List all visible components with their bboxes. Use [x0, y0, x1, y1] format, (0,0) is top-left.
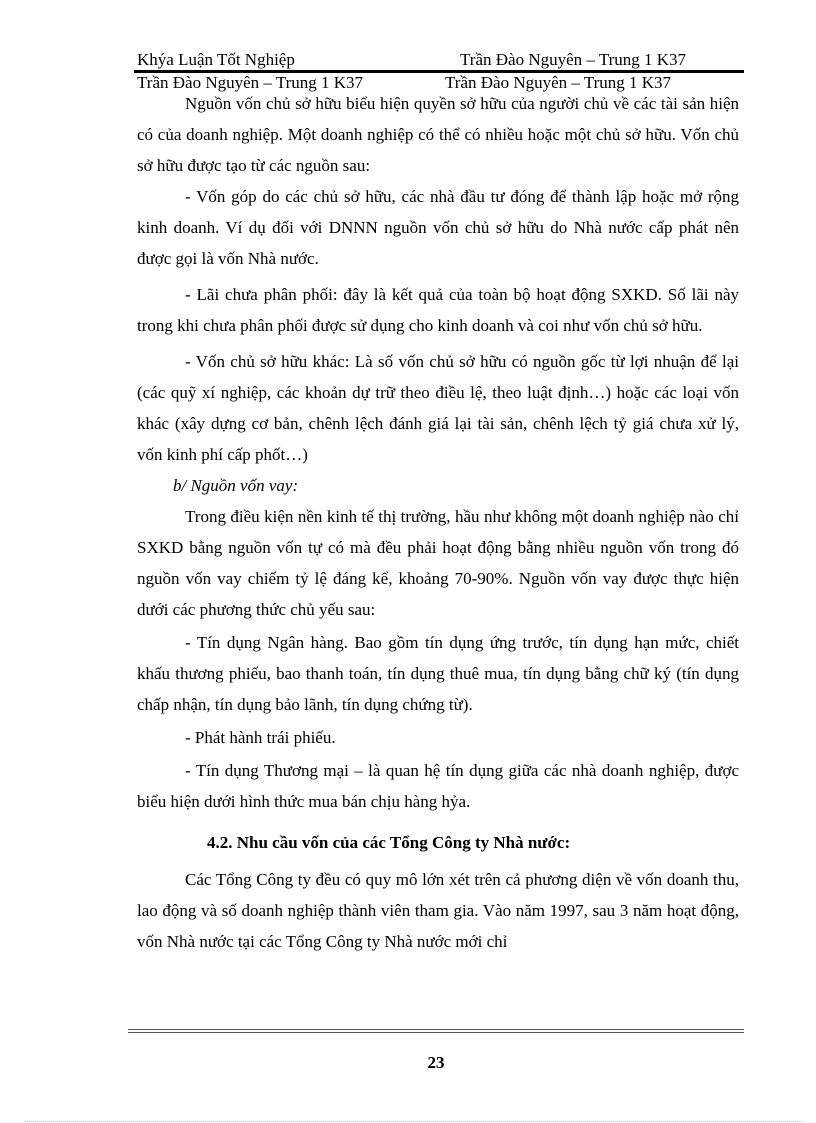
header-title-left: Khýa Luận Tốt Nghiệp [137, 50, 295, 69]
paragraph-other-equity: - Vốn chủ sở hữu khác: Là số vốn chủ sở hữu có nguồn gốc từ lợi nhuận để lại (các quỹ xí nghiệp, các khoản dự trữ theo điều lệ, theo luật định…) hoặc các loại vốn khác (xây dựng cơ bản, chênh lệch đánh giá lại tài sản, chênh lệch tỷ giá chưa xử lý, vốn kinh phí cấp phốt…) [137, 352, 739, 464]
footer-rule-top [128, 1029, 744, 1030]
paragraph-bank-credit: - Tín dụng Ngân hàng. Bao gồm tín dụng ứng trước, tín dụng hạn mức, chiết khấu thương phiếu, bao thanh toán, tín dụng thuê mua, tín dụng bằng chữ ký (tín dụng chấp nhận, tín dụng bảo lãnh, tín dụng chứng từ). [137, 633, 739, 714]
paragraph-trade-credit: - Tín dụng Thương mại – là quan hệ tín dụng giữa các nhà doanh nghiệp, được biểu hiện dưới hình thức mua bán chịu hàng hỷa. [137, 761, 739, 811]
footer-rule-bottom [128, 1032, 744, 1033]
page-bottom-dotted-border [24, 1121, 804, 1122]
subheading-borrowed-capital: b/ Nguồn vốn vay: [173, 476, 299, 495]
page-number: 23 [427, 1053, 445, 1072]
section-heading-capital-needs: 4.2. Nhu cầu vốn của các Tổng Công ty Nhà nước: [207, 833, 571, 852]
header-author-right: Trần Đào Nguyên – Trung 1 K37 [460, 50, 687, 69]
header-author-line-left: Trần Đào Nguyên – Trung 1 K37 [137, 73, 364, 92]
paragraph-retained-earnings: - Lãi chưa phân phối: đây là kết quả của toàn bộ hoạt động SXKD. Số lãi này trong khi chưa phân phối được sử dụng cho kinh doanh và coi như vốn chủ sở hữu. [137, 285, 739, 335]
document-body [137, 88, 739, 957]
paragraph-contributed-capital: - Vốn góp do các chủ sở hữu, các nhà đầu tư đóng để thành lập hoặc mở rộng kinh doanh. Ví dụ đối với DNNN nguồn vốn chủ sở hữu do Nhà nước cấp phát nên được gọi là vốn Nhà nước. [137, 187, 739, 268]
paragraph-borrowed-capital: Trong điều kiện nền kinh tế thị trường, hầu như không một doanh nghiệp nào chỉ SXKD bằng nguồn vốn tự có mà đều phải hoạt động bằng nhiều nguồn vốn trong đó nguồn vốn vay chiếm tỷ lệ đáng kể, khoảng 70-90%. Nguồn vốn vay được thực hiện dưới các phương thức chủ yếu sau: [137, 507, 739, 619]
paragraph-owner-capital: Nguồn vốn chủ sở hữu biểu hiện quyền sở hữu của người chủ về các tài sản hiện có của doanh nghiệp. Một doanh nghiệp có thể có nhiều hoặc một chủ sở hữu. Vốn chủ sở hữu được tạo từ các nguồn sau: [137, 94, 739, 175]
paragraph-bond-issue: - Phát hành trái phiếu. [185, 728, 336, 747]
header-author-line-right: Trần Đào Nguyên – Trung 1 K37 [445, 73, 672, 92]
paragraph-corporations: Các Tổng Công ty đều có quy mô lớn xét trên cả phương diện về vốn doanh thu, lao động và số doanh nghiệp thành viên tham gia. Vào năm 1997, sau 3 năm hoạt động, vốn Nhà nước tại các Tổng Công ty Nhà nước mới chỉ [137, 870, 739, 951]
